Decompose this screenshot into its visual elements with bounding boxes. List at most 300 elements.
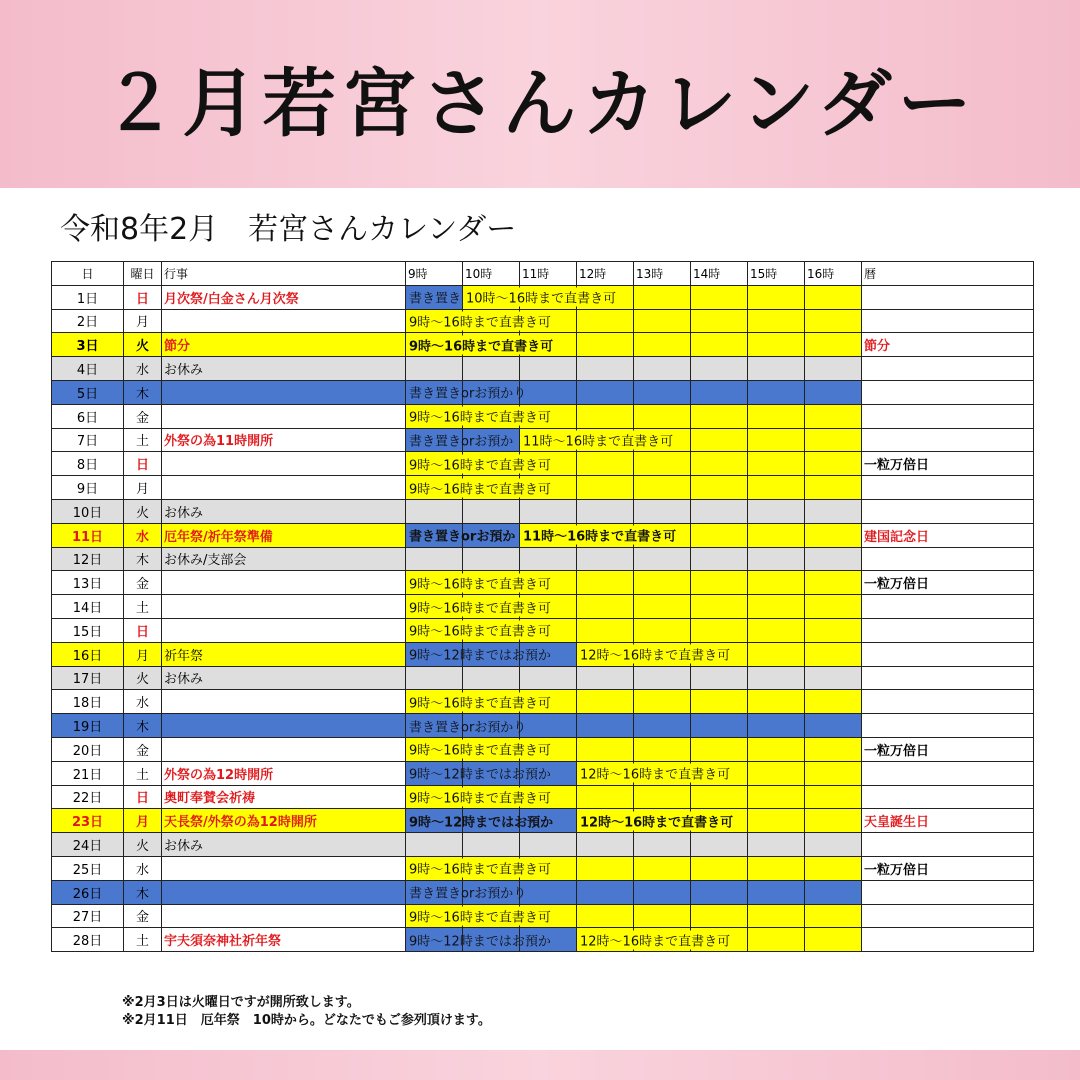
slot-label: 12時～16時まで直書き可 xyxy=(580,645,732,664)
hour-slot xyxy=(634,690,691,714)
hour-slot xyxy=(577,785,634,809)
calendar-row xyxy=(52,595,1034,619)
bottom-band xyxy=(0,1050,1080,1080)
note-line: ※2月3日は火曜日ですが開所致します。 xyxy=(122,995,360,1010)
hour-slot xyxy=(406,499,463,523)
calendar-row xyxy=(52,642,1034,666)
event-cell: 外祭の為12時開所 xyxy=(162,761,406,785)
slot-label: 9時～16時まで直書き可 xyxy=(409,621,553,640)
slot-label: 9時～16時まで直書き可 xyxy=(409,573,553,592)
hour-slot xyxy=(748,833,805,857)
slot-label: 9時～16時まで直書き可 xyxy=(409,740,553,759)
slot-label: 9時～16時まで直書き可 xyxy=(409,478,553,497)
hour-slot xyxy=(520,499,577,523)
weekday-cell: 土 xyxy=(124,595,162,619)
hour-slot xyxy=(463,285,617,309)
slot-label: 9時～16時まで直書き可 xyxy=(409,692,553,711)
hour-slot xyxy=(577,380,634,404)
hour-slot xyxy=(406,428,514,452)
day-cell: 10日 xyxy=(52,499,124,523)
calendar-row xyxy=(52,428,1034,452)
koyomi-cell xyxy=(862,499,1034,523)
calendar-row xyxy=(52,833,1034,857)
hour-slot xyxy=(748,618,805,642)
hour-slot xyxy=(634,856,691,880)
slot-label: 9時～16時まで直書き可 xyxy=(409,787,553,806)
header-hour: 15時 xyxy=(748,262,805,286)
day-cell: 14日 xyxy=(52,595,124,619)
weekday-cell: 金 xyxy=(124,737,162,761)
slot-label: 9時～16時まで直書き可 xyxy=(409,407,553,426)
day-cell: 8日 xyxy=(52,452,124,476)
day-cell: 2日 xyxy=(52,309,124,333)
weekday-cell: 月 xyxy=(124,476,162,500)
calendar-row xyxy=(52,880,1034,904)
hour-slot xyxy=(748,761,805,785)
hour-slot xyxy=(634,785,691,809)
hour-slot xyxy=(634,333,691,357)
day-cell: 24日 xyxy=(52,833,124,857)
hour-slot xyxy=(577,309,634,333)
hour-slot xyxy=(748,309,805,333)
hour-slot xyxy=(577,880,634,904)
hour-slot xyxy=(406,833,463,857)
hour-slot xyxy=(748,380,805,404)
day-cell: 18日 xyxy=(52,690,124,714)
event-cell xyxy=(162,309,406,333)
hour-slot xyxy=(691,476,748,500)
day-cell: 25日 xyxy=(52,856,124,880)
hour-slot xyxy=(577,595,634,619)
slot-label: 9時～16時まで直書き可 xyxy=(409,454,553,473)
hour-slot xyxy=(577,618,634,642)
slot-label: 9時～16時まで直書き可 xyxy=(409,906,553,925)
header-row xyxy=(52,262,1034,286)
calendar-row xyxy=(52,809,1034,833)
koyomi-cell xyxy=(862,904,1034,928)
hour-slot xyxy=(406,333,554,357)
hour-slot xyxy=(634,880,691,904)
hour-slot xyxy=(577,333,634,357)
hour-slot xyxy=(406,737,551,761)
event-cell: 節分 xyxy=(162,333,406,357)
weekday-cell: 水 xyxy=(124,523,162,547)
hour-slot xyxy=(748,785,805,809)
event-cell: 祈年祭 xyxy=(162,642,406,666)
hour-slot xyxy=(577,642,731,666)
calendar-row xyxy=(52,547,1034,571)
weekday-cell: 日 xyxy=(124,452,162,476)
hour-slot xyxy=(805,880,862,904)
hour-slot xyxy=(691,452,748,476)
hour-slot xyxy=(748,523,805,547)
hour-slot xyxy=(634,833,691,857)
event-cell xyxy=(162,476,406,500)
day-cell: 22日 xyxy=(52,785,124,809)
slot-label: 9時～12時まではお預か xyxy=(409,815,554,831)
hour-slot xyxy=(748,357,805,381)
slot-label: 書き置きorお預かり xyxy=(409,886,527,902)
hour-slot xyxy=(748,547,805,571)
koyomi-cell: 一粒万倍日 xyxy=(862,737,1034,761)
hour-slot xyxy=(634,618,691,642)
hour-slot xyxy=(805,642,862,666)
koyomi-cell: 一粒万倍日 xyxy=(862,571,1034,595)
hour-slot xyxy=(634,737,691,761)
koyomi-cell xyxy=(862,928,1034,952)
weekday-cell: 木 xyxy=(124,547,162,571)
hour-slot xyxy=(406,357,463,381)
hour-slot xyxy=(805,476,862,500)
hour-slot xyxy=(691,428,748,452)
hour-slot xyxy=(520,666,577,690)
hour-slot xyxy=(406,618,551,642)
hour-slot xyxy=(406,809,554,833)
event-cell xyxy=(162,880,406,904)
hour-slot xyxy=(805,904,862,928)
event-cell: お休み xyxy=(162,833,406,857)
koyomi-cell xyxy=(862,666,1034,690)
weekday-cell: 水 xyxy=(124,357,162,381)
hour-slot xyxy=(691,714,748,738)
hour-slot xyxy=(520,880,577,904)
hour-slot xyxy=(520,357,577,381)
hour-slot xyxy=(577,737,634,761)
hour-slot xyxy=(805,928,862,952)
hour-slot xyxy=(805,595,862,619)
koyomi-cell xyxy=(862,380,1034,404)
calendar-row xyxy=(52,714,1034,738)
hour-slot xyxy=(577,761,731,785)
slot-label: 9時～12時まではお預か xyxy=(409,767,551,783)
koyomi-cell xyxy=(862,547,1034,571)
event-cell xyxy=(162,404,406,428)
day-cell: 4日 xyxy=(52,357,124,381)
hour-slot xyxy=(406,285,463,309)
header-hour: 11時 xyxy=(520,262,577,286)
event-cell xyxy=(162,452,406,476)
calendar-row xyxy=(52,499,1034,523)
koyomi-cell xyxy=(862,404,1034,428)
hour-slot xyxy=(634,285,691,309)
hour-slot xyxy=(805,428,862,452)
koyomi-cell xyxy=(862,714,1034,738)
hour-slot xyxy=(691,404,748,428)
hour-slot xyxy=(463,666,520,690)
hour-slot xyxy=(748,476,805,500)
hour-slot xyxy=(748,928,805,952)
slot-label: 12時～16時まで直書き可 xyxy=(580,764,732,783)
hour-slot xyxy=(634,357,691,381)
hour-slot xyxy=(748,499,805,523)
slot-label: 10時～16時まで直書き可 xyxy=(466,288,618,307)
event-cell: 天長祭/外祭の為12時開所 xyxy=(162,809,406,833)
calendar-row xyxy=(52,856,1034,880)
hour-slot xyxy=(748,333,805,357)
hour-slot xyxy=(406,904,551,928)
calendar-row xyxy=(52,523,1034,547)
hour-slot xyxy=(691,833,748,857)
hour-slot xyxy=(748,904,805,928)
calendar-row xyxy=(52,452,1034,476)
koyomi-cell xyxy=(862,357,1034,381)
hour-slot xyxy=(748,737,805,761)
koyomi-cell xyxy=(862,618,1034,642)
slot-label: 9時～16時まで直書き可 xyxy=(409,311,553,330)
hour-slot xyxy=(691,618,748,642)
hour-slot xyxy=(577,547,634,571)
slot-label: 12時～16時まで直書き可 xyxy=(580,811,735,830)
hour-slot xyxy=(691,595,748,619)
hour-slot xyxy=(805,452,862,476)
hour-slot xyxy=(634,476,691,500)
weekday-cell: 木 xyxy=(124,380,162,404)
hour-slot xyxy=(406,714,527,738)
hour-slot xyxy=(577,714,634,738)
hour-slot xyxy=(577,690,634,714)
hour-slot xyxy=(520,523,677,547)
header-hour: 10時 xyxy=(463,262,520,286)
weekday-cell: 金 xyxy=(124,571,162,595)
weekday-cell: 火 xyxy=(124,499,162,523)
day-cell: 9日 xyxy=(52,476,124,500)
hour-slot xyxy=(748,285,805,309)
slot-label: 9時～12時まではお預か xyxy=(409,934,551,950)
weekday-cell: 水 xyxy=(124,690,162,714)
slot-label: 書き置きorお預かり xyxy=(409,720,527,736)
hour-slot xyxy=(805,499,862,523)
hour-slot xyxy=(406,666,463,690)
hour-slot xyxy=(691,785,748,809)
calendar-row xyxy=(52,476,1034,500)
hour-slot xyxy=(691,499,748,523)
hour-slot xyxy=(805,785,862,809)
hour-slot xyxy=(805,737,862,761)
hour-slot xyxy=(406,309,551,333)
hour-slot xyxy=(520,833,577,857)
event-cell: 厄年祭/祈年祭準備 xyxy=(162,523,406,547)
hour-slot xyxy=(406,595,551,619)
hour-slot xyxy=(634,452,691,476)
hour-slot xyxy=(577,476,634,500)
hour-slot xyxy=(691,333,748,357)
weekday-cell: 火 xyxy=(124,666,162,690)
day-cell: 16日 xyxy=(52,642,124,666)
hour-slot xyxy=(748,666,805,690)
weekday-cell: 金 xyxy=(124,404,162,428)
hour-slot xyxy=(406,785,551,809)
hour-slot xyxy=(520,547,577,571)
hour-slot xyxy=(406,523,516,547)
hour-slot xyxy=(406,547,463,571)
hour-slot xyxy=(520,714,577,738)
hour-slot xyxy=(805,618,862,642)
day-cell: 20日 xyxy=(52,737,124,761)
note-line: ※2月11日 厄年祭 10時から。どなたでもご参列頂けます。 xyxy=(122,1013,491,1028)
koyomi-cell xyxy=(862,428,1034,452)
hour-slot xyxy=(691,571,748,595)
hour-slot xyxy=(748,404,805,428)
hour-slot xyxy=(406,761,551,785)
hour-slot xyxy=(577,499,634,523)
koyomi-cell xyxy=(862,833,1034,857)
hour-slot xyxy=(634,499,691,523)
hour-slot xyxy=(406,880,527,904)
hour-slot xyxy=(634,404,691,428)
event-cell xyxy=(162,904,406,928)
header-hour: 14時 xyxy=(691,262,748,286)
day-cell: 15日 xyxy=(52,618,124,642)
hour-slot xyxy=(748,571,805,595)
hour-slot xyxy=(634,595,691,619)
hour-slot xyxy=(748,642,805,666)
hour-slot xyxy=(520,380,577,404)
koyomi-cell: 一粒万倍日 xyxy=(862,452,1034,476)
koyomi-cell xyxy=(862,880,1034,904)
slot-label: 9時～12時まではお預か xyxy=(409,648,551,664)
hour-slot xyxy=(691,856,748,880)
hour-slot xyxy=(748,452,805,476)
calendar-row xyxy=(52,761,1034,785)
calendar-row xyxy=(52,928,1034,952)
calendar-row xyxy=(52,737,1034,761)
hour-slot xyxy=(520,428,674,452)
hour-slot xyxy=(805,333,862,357)
event-cell: お休み xyxy=(162,499,406,523)
hour-slot xyxy=(691,285,748,309)
calendar-table xyxy=(51,261,1034,952)
hour-slot xyxy=(577,904,634,928)
day-cell: 5日 xyxy=(52,380,124,404)
hour-slot xyxy=(577,928,731,952)
header-hour: 9時 xyxy=(406,262,463,286)
hour-slot xyxy=(577,666,634,690)
calendar-row xyxy=(52,904,1034,928)
hour-slot xyxy=(691,380,748,404)
hour-slot xyxy=(577,404,634,428)
hour-slot xyxy=(406,404,551,428)
day-cell: 6日 xyxy=(52,404,124,428)
weekday-cell: 木 xyxy=(124,880,162,904)
slot-label: 書き置きorお預か xyxy=(409,434,514,450)
slot-label: 11時～16時まで直書き可 xyxy=(523,430,675,449)
slot-label: 11時～16時まで直書き可 xyxy=(523,526,678,545)
day-cell: 7日 xyxy=(52,428,124,452)
hour-slot xyxy=(634,547,691,571)
header-hour: 13時 xyxy=(634,262,691,286)
koyomi-cell xyxy=(862,785,1034,809)
weekday-cell: 木 xyxy=(124,714,162,738)
header-hour: 16時 xyxy=(805,262,862,286)
hour-slot xyxy=(691,880,748,904)
hour-slot xyxy=(463,357,520,381)
koyomi-cell xyxy=(862,642,1034,666)
hour-slot xyxy=(691,666,748,690)
notes xyxy=(122,994,491,1030)
slot-label: 書き置きorお預か xyxy=(409,529,516,545)
hour-slot xyxy=(805,833,862,857)
day-cell: 27日 xyxy=(52,904,124,928)
hour-slot xyxy=(406,690,551,714)
calendar-row xyxy=(52,571,1034,595)
hour-slot xyxy=(805,309,862,333)
slot-label: 9時～16時まで直書き可 xyxy=(409,859,553,878)
calendar-row xyxy=(52,357,1034,381)
hour-slot xyxy=(805,856,862,880)
weekday-cell: 月 xyxy=(124,309,162,333)
hour-slot xyxy=(748,856,805,880)
hour-slot xyxy=(691,523,748,547)
hour-slot xyxy=(805,523,862,547)
event-cell: 宇夫須奈神社祈年祭 xyxy=(162,928,406,952)
weekday-cell: 火 xyxy=(124,833,162,857)
header-event: 行事 xyxy=(162,262,406,286)
hour-slot xyxy=(691,737,748,761)
event-cell: 外祭の為11時開所 xyxy=(162,428,406,452)
hour-slot xyxy=(691,357,748,381)
weekday-cell: 金 xyxy=(124,904,162,928)
hour-slot xyxy=(406,571,551,595)
hour-slot xyxy=(691,547,748,571)
event-cell: お休み xyxy=(162,357,406,381)
calendar-row xyxy=(52,309,1034,333)
event-cell: 奥町奉賛会祈祷 xyxy=(162,785,406,809)
calendar-row xyxy=(52,690,1034,714)
koyomi-cell xyxy=(862,761,1034,785)
hour-slot xyxy=(748,714,805,738)
day-cell: 28日 xyxy=(52,928,124,952)
hour-slot xyxy=(463,499,520,523)
hour-slot xyxy=(577,357,634,381)
hour-slot xyxy=(634,309,691,333)
event-cell xyxy=(162,714,406,738)
hour-slot xyxy=(805,571,862,595)
day-cell: 3日 xyxy=(52,333,124,357)
weekday-cell: 水 xyxy=(124,856,162,880)
header-hour: 12時 xyxy=(577,262,634,286)
calendar-row xyxy=(52,666,1034,690)
hour-slot xyxy=(805,809,862,833)
hour-slot xyxy=(577,833,634,857)
hour-slot xyxy=(748,428,805,452)
slot-label: 9時～16時まで直書き可 xyxy=(409,335,555,354)
hour-slot xyxy=(577,856,634,880)
hour-slot xyxy=(463,833,520,857)
event-cell: お休み/支部会 xyxy=(162,547,406,571)
koyomi-cell: 天皇誕生日 xyxy=(862,809,1034,833)
header-dow: 曜日 xyxy=(124,262,162,286)
hour-slot xyxy=(748,595,805,619)
day-cell: 12日 xyxy=(52,547,124,571)
slot-label: 12時～16時まで直書き可 xyxy=(580,930,732,949)
koyomi-cell: 節分 xyxy=(862,333,1034,357)
koyomi-cell xyxy=(862,690,1034,714)
calendar-row xyxy=(52,285,1034,309)
weekday-cell: 月 xyxy=(124,809,162,833)
weekday-cell: 月 xyxy=(124,642,162,666)
hour-slot xyxy=(805,690,862,714)
hour-slot xyxy=(634,714,691,738)
hour-slot xyxy=(406,856,551,880)
hour-slot xyxy=(577,571,634,595)
weekday-cell: 土 xyxy=(124,928,162,952)
hour-slot xyxy=(406,476,551,500)
hour-slot xyxy=(805,666,862,690)
calendar-row xyxy=(52,333,1034,357)
koyomi-cell xyxy=(862,285,1034,309)
event-cell xyxy=(162,595,406,619)
koyomi-cell xyxy=(862,476,1034,500)
